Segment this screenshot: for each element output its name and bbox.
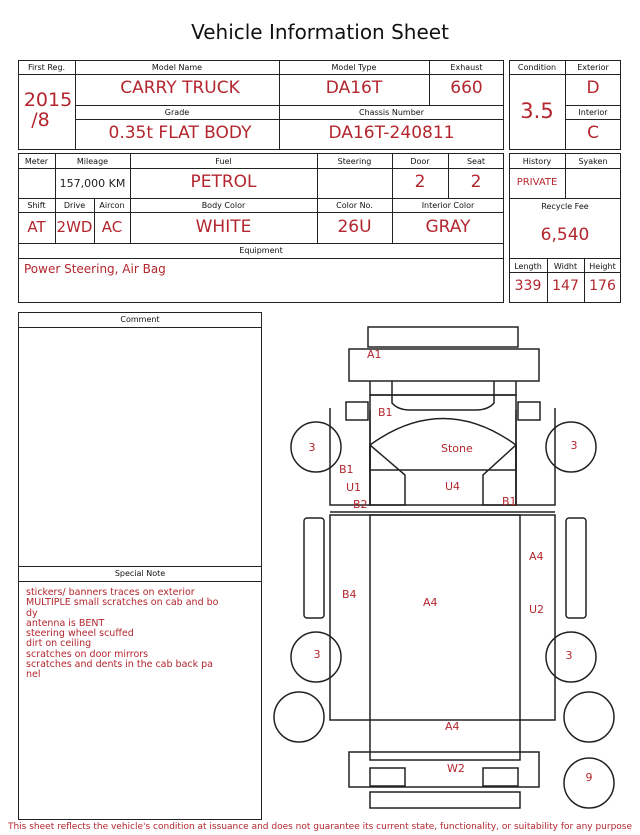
damage-mark-b4: B4 <box>342 588 357 601</box>
damage-mark-a1: A1 <box>367 348 382 361</box>
seat-value: 2 <box>470 172 482 192</box>
exhaust-label: Exhaust <box>450 63 483 72</box>
damage-mark-u4: U4 <box>445 480 461 493</box>
special-note-text: stickers/ banners traces on exterior MULTIPLE small scratches on cab and bo dy antenna is BENT steering wheel scuffed dirt on ceiling scratches on door mirrors scratches and dents in the cab back pa nel <box>26 587 219 681</box>
exhaust-value: 660 <box>450 78 483 98</box>
damage-mark-a4-right: A4 <box>529 550 544 563</box>
drive-value: 2WD <box>56 218 93 236</box>
damage-mark-b1-left: B1 <box>339 463 354 476</box>
color-no-value: 26U <box>337 217 372 237</box>
damage-mark-b1-right: B1 <box>502 495 517 508</box>
left-door-glass <box>370 445 405 505</box>
condition-label: Condition <box>517 63 557 72</box>
width-label: Widht <box>553 262 578 271</box>
mileage-value: 157,000 KM <box>59 177 126 190</box>
right-side-rail <box>566 518 586 618</box>
width-value: 147 <box>552 278 579 294</box>
seat-label: Seat <box>466 157 486 166</box>
syaken-label: Syaken <box>578 157 608 166</box>
model-type-label: Model Type <box>331 63 377 72</box>
tire-front-right-value: 3 <box>570 439 578 452</box>
steering-label: Steering <box>337 157 372 166</box>
damage-mark-u2: U2 <box>529 603 545 616</box>
first-reg-label: First Reg. <box>27 63 66 72</box>
color-no-label: Color No. <box>336 201 373 210</box>
damage-mark-u1: U1 <box>346 481 362 494</box>
recycle-fee-value: 6,540 <box>540 225 590 245</box>
equipment-value: Power Steering, Air Bag <box>24 262 166 276</box>
sheet-title: Vehicle Information Sheet <box>191 20 449 44</box>
condition-grade: 3.5 <box>520 99 554 123</box>
drive-label: Drive <box>63 201 86 210</box>
truck-damage-diagram <box>268 318 628 818</box>
first-reg-year: 2015 <box>23 89 73 111</box>
tire-rear-right-value: 3 <box>565 649 573 662</box>
rear-bumper <box>370 792 520 808</box>
special-note-label: Special Note <box>114 569 166 578</box>
model-name-label: Model Name <box>151 63 203 72</box>
door-value: 2 <box>414 172 426 192</box>
tire-extra-right <box>564 692 614 742</box>
damage-mark-b1-top: B1 <box>378 406 393 419</box>
tire-front-left <box>291 422 341 472</box>
history-label: History <box>522 157 552 166</box>
fuel-value: PETROL <box>190 172 257 192</box>
interior-grade: C <box>587 123 599 143</box>
mileage-label: Mileage <box>76 157 109 166</box>
spare-tire-value: 9 <box>585 771 593 784</box>
damage-mark-w2: W2 <box>447 762 465 775</box>
rear-gate <box>349 752 539 787</box>
exterior-label: Exterior <box>577 63 609 72</box>
length-label: Length <box>514 262 542 271</box>
interior-color-value: GRAY <box>425 217 471 237</box>
front-bumper <box>368 327 518 347</box>
model-type-value: DA16T <box>325 78 383 98</box>
body-color-label: Body Color <box>201 201 246 210</box>
equipment-label: Equipment <box>239 246 283 255</box>
shift-value: AT <box>27 218 46 236</box>
model-name-value: CARRY TRUCK <box>120 78 240 98</box>
first-reg-month: /8 <box>31 109 50 131</box>
meter-label: Meter <box>24 157 49 166</box>
history-value: PRIVATE <box>516 177 558 188</box>
chassis-label: Chassis Number <box>359 108 424 117</box>
interior-label: Interior <box>578 108 608 117</box>
grade-value: 0.35t FLAT BODY <box>108 123 252 143</box>
damage-mark-a4-center: A4 <box>423 596 438 609</box>
chassis-value: DA16T-240811 <box>328 123 455 143</box>
fuel-label: Fuel <box>215 157 232 166</box>
aircon-value: AC <box>101 218 123 236</box>
grade-label: Grade <box>164 108 190 117</box>
height-label: Height <box>589 262 616 271</box>
tire-rear-left-value: 3 <box>313 648 321 661</box>
tire-front-left-value: 3 <box>308 441 316 454</box>
door-label: Door <box>410 157 430 166</box>
damage-mark-a4-bottom: A4 <box>445 720 460 733</box>
damage-mark-stone: Stone <box>441 442 473 455</box>
height-value: 176 <box>589 278 616 294</box>
cab-right-side <box>516 408 555 505</box>
body-color-value: WHITE <box>195 217 252 237</box>
exterior-grade: D <box>586 78 600 98</box>
comment-label: Comment <box>120 315 160 324</box>
left-side-rail <box>304 518 324 618</box>
disclaimer-footer: This sheet reflects the vehicle's condition at issuance and does not guarantee its current state, functionality, or suitability for any purpose <box>7 822 633 832</box>
length-value: 339 <box>514 278 542 294</box>
shift-label: Shift <box>27 201 46 210</box>
cargo-bed-outer <box>330 515 555 720</box>
aircon-label: Aircon <box>99 201 125 210</box>
recycle-fee-label: Recycle Fee <box>541 202 589 211</box>
damage-mark-b2: B2 <box>353 498 368 511</box>
tire-extra-left <box>274 692 324 742</box>
interior-color-label: Interior Color <box>421 201 475 210</box>
